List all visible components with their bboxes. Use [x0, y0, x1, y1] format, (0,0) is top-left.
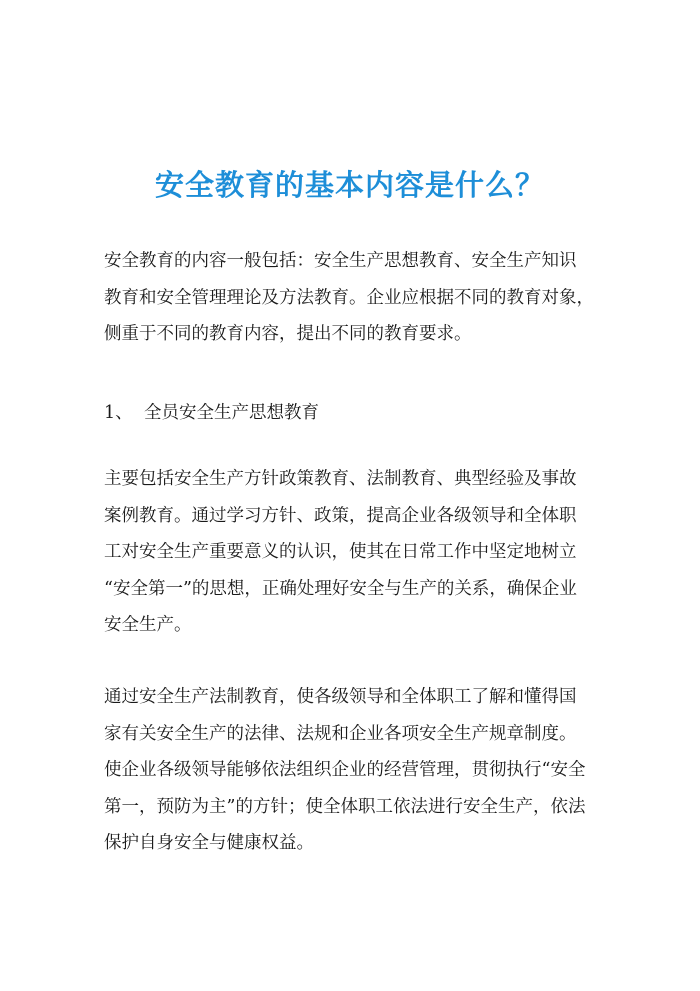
section-heading	[104, 395, 319, 432]
paragraph-line: 保护自身安全与健康权益。	[104, 833, 314, 853]
paragraph-line: 教育和安全管理理论及方法教育。企业应根据不同的教育对象，	[104, 287, 594, 308]
paragraph-line: 案例教育。通过学习方针、政策，提高企业各级领导和全体职	[104, 505, 577, 526]
paragraph-line: 侧重于不同的教育内容，提出不同的教育要求。	[104, 324, 472, 344]
paragraph-line: 安全生产。	[104, 615, 192, 635]
paragraph-line: 安全教育的内容一般包括：安全生产思想教育、安全生产知识	[104, 251, 577, 271]
page-title: 安全教育的基本内容是什么？	[154, 168, 545, 203]
paragraph-line: 使企业各级领导能够依法组织企业的经营管理，贯彻执行“安全	[104, 760, 586, 780]
paragraph-line: 第一，预防为主”的方针；使全体职工依法进行安全生产，依法	[104, 796, 586, 817]
paragraph-line: “安全第一”的思想，正确处理好安全与生产的关系，确保企业	[104, 578, 577, 599]
body-paragraph-1	[104, 461, 602, 644]
intro-paragraph	[104, 243, 602, 353]
paragraph-line: 通过安全生产法制教育，使各级领导和全体职工了解和懂得国	[104, 687, 577, 707]
section-heading-text: 全员安全生产思想教育	[144, 403, 319, 423]
paragraph-line: 工对安全生产重要意义的认识，使其在日常工作中坚定地树立	[104, 542, 577, 562]
paragraph-line: 家有关安全生产的法律、法规和企业各项安全生产规章制度。	[104, 723, 577, 744]
paragraph-line: 主要包括安全生产方针政策教育、法制教育、典型经验及事故	[104, 469, 577, 489]
section-number: 1、	[104, 403, 133, 423]
body-paragraph-2	[104, 679, 602, 862]
